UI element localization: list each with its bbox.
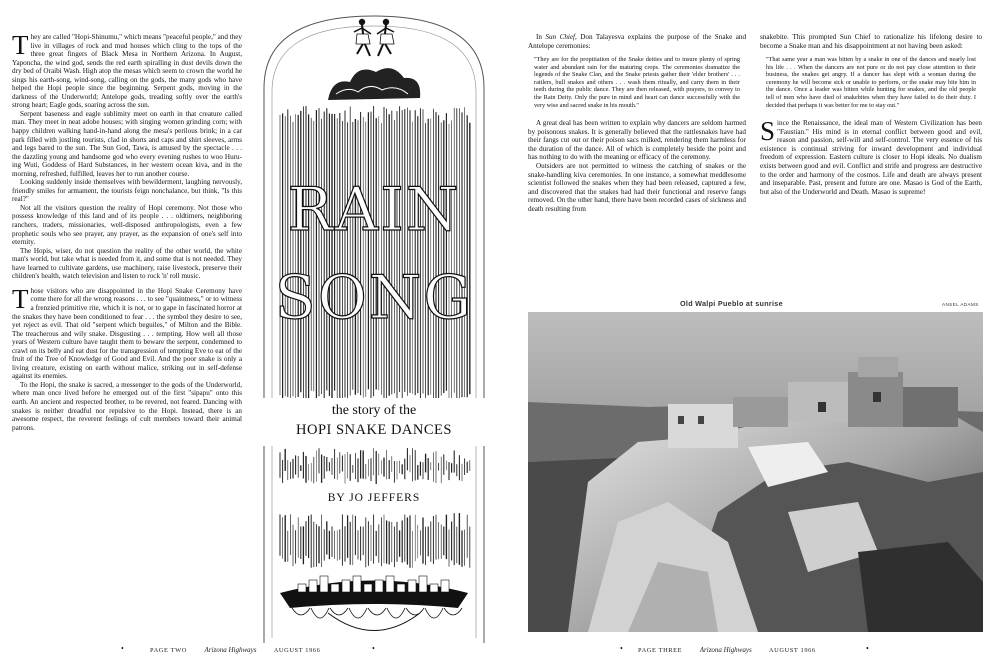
right-intro: snakebite. This prompted Sun Chief to rationalize his lifelong desire to become a Snake man and his disappointment at not having been asked: [760,33,982,50]
left-paragraph: Not all the visitors question the reality of Hopi ceremony. Not those who possess knowledge of this land and of its people . . . oldtimers, neighboring ranchers, traders, missionaries, well-disposed anthropologists, even a few prophetic souls who see prayer, any prayer, as the expansion of one's self into eternity. [12,203,242,247]
subtitle-line-1: the story of the [331,403,417,418]
pueblo-house [320,576,328,592]
pueblo-house [419,576,427,592]
left-paragraph: Serpent baseness and eagle sublimity meet on earth in that creature called man. They meet in neat adobe houses; with singing women grinding corn; with happy children walking hand-in-hand along the mesa's perilous brink; in a car park filled with jostling tourists, clad in shorts and caps and shirt sleeves, arms and legs bared to the sun. The Sun God, Tawa, is amused by the spectacle . . . the dazzling young and handsome god who every evening rushes to woo Huru-ing Wuti, Goddess of Hard Substances, in her western ocean kiva, and in the morning, refreshed, fulfilled, leaves her to run another course. [12,109,242,178]
footer-bullet: • [620,644,623,653]
pueblo-photo [528,312,983,632]
dancer-head [383,19,389,25]
page-number-left: PAGE TWO [150,647,187,654]
block-quote: "That same year a man was bitten by a snake in one of the dances and nearly lost his life . . . When the dancers are not pure or do not pay close attention to their business, the snakes get angry. If a dancer has slept with a woman during the ceremony he will become sick or unable to perform, or the snake may bite him in the dance. Once a leader was bitten while hunting for snakes, and the old people tell of men who have died of snakebites when they have failed to do their duty. I decided that perhaps it was better for me to stay out." [766,56,976,109]
mesa-rock [349,608,367,618]
footer-bullet: • [866,644,869,653]
footer-bullet: • [372,644,375,653]
magazine-name-right: Arizona Highways [699,646,752,654]
dancer-kilt [380,34,394,44]
title-word-rain: RAIN [287,175,461,245]
footer-left [150,646,320,654]
mesa-top [280,581,468,609]
pueblo-house [397,584,405,592]
pueblo-house [408,580,416,592]
pueblo-house [353,576,361,592]
mesa-rock [368,608,386,615]
pueblo-house [375,580,383,592]
pueblo-house [430,584,438,592]
left-paragraph: To the Hopi, the snake is sacred, a messenger to the gods of the Underworld, where man once lived before he emerged out of the first "sipapu" onto this earth. An ancient and respected brother, to be revered, not feared. Dancing with snakes is neither dreadful nor repulsive to the Hopi. Instead, there is an awesome respect, the reverent feelings of cult members toward their animal patrons. [12,380,242,432]
dancer-kilt [356,34,370,44]
middle-intro: In Sun Chief, Don Talayesva explains the purpose of the Snake and Antelope ceremonies: [528,33,747,50]
photo-credit: ANSEL ADAMS [942,302,979,307]
title-art-panel [258,8,490,648]
mesa-base [328,613,420,631]
pueblo-house [342,580,350,592]
footer-right [638,646,816,654]
mesa-rock [311,608,329,618]
title-word-song: SONG [274,263,474,333]
byline: BY JO JEFFERS [304,486,444,510]
pueblo-house [386,576,394,592]
book-title: Sun Chief [545,33,576,41]
left-paragraph: They are called "Hopi-Shinumu," which means "peaceful people," and they live in villages of rock and mud houses which cling to the tops of the three great fingers of Black Mesa in Northern Arizona. In August, Yaponcha, the wind god, sends the red earth spiralling in dust devils down the dry bed of Oraibi Wash. High atop the mesas which seem to crown the world he sings his earth-song, wind-song, calling on the gods, the many gods who have helped the Hopi people since the beginning. Serpent gods, moving in the darkness of the Underworld; Antelope gods, treading softly over the earth's strong heart; Eagle gods, soaring across the sun. [12,30,242,110]
mesa-rock [406,608,424,615]
left-paragraph: Looking suddenly inside themselves with bewilderment, laughing nervously, friendly smiles for armament, the tourists feign nonchalance, but think, "Is this real?" [12,178,242,204]
storm-cloud [328,68,420,100]
page-number-right: PAGE THREE [638,647,683,654]
mesa-rock [292,608,310,615]
middle-paragraph: A great deal has been written to explain why dancers are seldom harmed by poisonous snakes. It is generally believed that the rattlesnakes have had their fangs cut out or their poison sacs milked, rendering them harmless for the duration of the dance. All of which is completely beside the point and has nothing to do with the meaning or efficacy of the ceremony. [528,119,746,162]
mesa-rock [387,608,405,618]
pueblo-house [364,584,372,592]
left-column [12,30,242,432]
subtitle [258,398,490,446]
mesa-rock [425,608,443,618]
footer-bullet: • [121,644,124,653]
pueblo-house [331,584,339,592]
pueblo-house [441,580,449,592]
subtitle-line-2: HOPI SNAKE DANCES [296,422,452,438]
right-column [760,33,982,196]
middle-column [528,33,746,213]
left-paragraph: The Hopis, wiser, do not question the reality of the other world, the white man's world, but take what is needed from it, and some that is not needed. They have learned to cultivate gardens, use machinery, raise livestock, preserve their children's health, watch television and listen to rock 'n' roll music. [12,246,242,281]
magazine-name-left: Arizona Highways [204,646,257,654]
pueblo-house [298,584,306,592]
mesa-rock [330,608,348,615]
dancer-head [359,19,365,25]
block-quote: "They are for the propitiation of the Snake deities and to insure plenty of spring water and abundant rain for the maturing crops. The ceremonies dramatize the legends of the Snake Clan, and the Snake priests gather their 'elder brothers' . . . rattlers, bull snakes and others . . . wash them ritually, and carry them in their teeth during the public dance. They are then released, with prayers, to convey to the Rain Deity. Only the pure in mind and heart can dance successfully with the very wise and sacred snake in his mouth." [534,56,740,109]
photo-caption: Old Walpi Pueblo at sunrise [680,299,783,308]
right-paragraph: Since the Renaissance, the ideal man of Western Civilization has been "Faustian." His mind is in eternal conflict between good and evil, reason and passion, self-will and self-control. The very essence of his existence is continual striving for inward development and individual freedom of expression. Eastern culture is closer to Hopi ideals. No dualism exists between good and evil. Conflict and strife and progress are destructive to the order and harmony of the cosmos. Life and death are always present and inseparable. Past, present and future are one. Masao is God of the Earth, but also of the Underworld and Death. Masao is supreme! [760,116,982,196]
pueblo-house [309,580,317,592]
issue-date-right: AUGUST 1966 [768,647,816,654]
mesa-rock [444,608,462,615]
middle-paragraph: Outsiders are not permitted to witness the catching of snakes or the snake-handling kiva ceremonies. In one instance, a somewhat meddlesome scientist followed the snakes when they had been released, captured a few, and discovered that the snakes had had their functional and reserve fangs removed. On the other hand, there have been recorded cases of sickness and death resulting from [528,161,746,213]
left-paragraph: Those visitors who are disappointed in the Hopi Snake Ceremony have come there for all the wrong reasons . . . to see "quaintness," or to witness a frenzied primitive rite, which it is not, or to gape in fascinated horror at the snakes they have been conditioned to fear . . . the symbol they desire to see, yet reject as evil. That old "serpent which beguiles," of Milton and the Bible. The treacherous and wily snake. Disgusting . . . tempting. How well all those years of Western culture have taught them to beware the serpent, condemned to crawl on its belly and eat dust for the transgression of tempting Eve to eat of the fruit of the Tree of Knowledge of Good and Evil. And the poor snake is only a living creature, existing on earth without malice, striking out in self-defense against its enemies. [12,283,242,381]
issue-date-left: AUGUST 1966 [273,647,321,654]
